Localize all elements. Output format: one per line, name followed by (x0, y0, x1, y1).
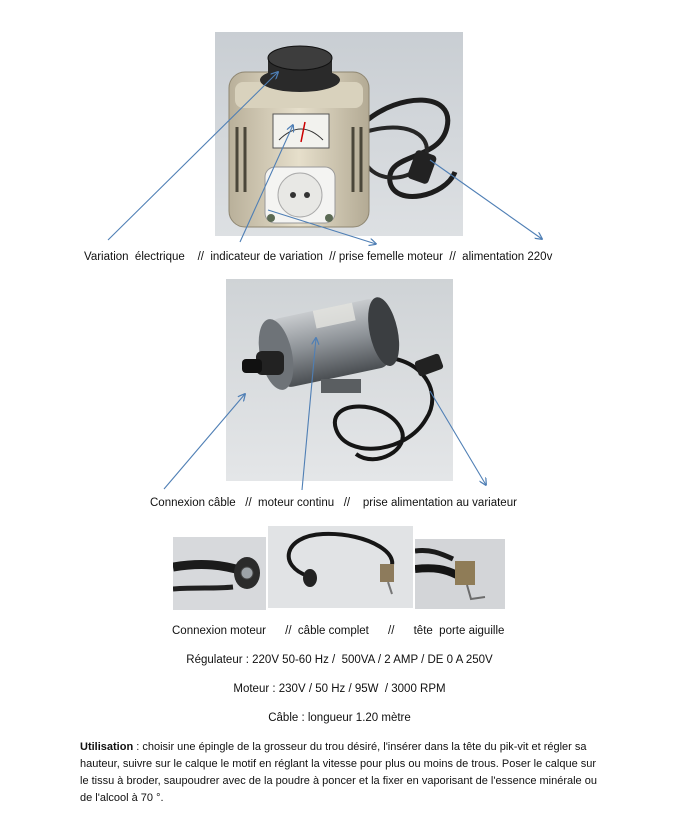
caption-regulator: Variation électrique // indicateur de variation // prise femelle moteur // alimentation 220v (84, 251, 553, 263)
complete-cable-photo (268, 526, 413, 608)
needle-head-photo (415, 539, 505, 609)
spec-regulator: Régulateur : 220V 50-60 Hz / 500VA / 2 AMP / DE 0 A 250V (186, 654, 493, 666)
motor-photo (226, 279, 453, 481)
spec-motor: Moteur : 230V / 50 Hz / 95W / 3000 RPM (233, 683, 446, 695)
spec-cable: Câble : longueur 1.20 mètre (268, 712, 411, 724)
usage-paragraph (80, 739, 600, 807)
caption-motor: Connexion câble // moteur continu // prise alimentation au variateur (150, 497, 517, 509)
usage-text: : choisir une épingle de la grosseur du trou désiré, l'insérer dans la tête du pik-vit et régler sa hauteur, suivre sur le calque le motif en réglant la vitesse pour plus ou moins de trous. Poser le calque sur le tissu à broder, saupoudrer avec de la poudre à poncer et la fixer en vaporisant de l'essence minérale ou de l'alcool à 70 °. (80, 741, 597, 804)
caption-accessories: Connexion moteur // câble complet // tête porte aiguille (172, 625, 505, 637)
usage-label: Utilisation (80, 741, 134, 753)
regulator-photo (215, 32, 463, 236)
connector-photo (173, 537, 266, 610)
